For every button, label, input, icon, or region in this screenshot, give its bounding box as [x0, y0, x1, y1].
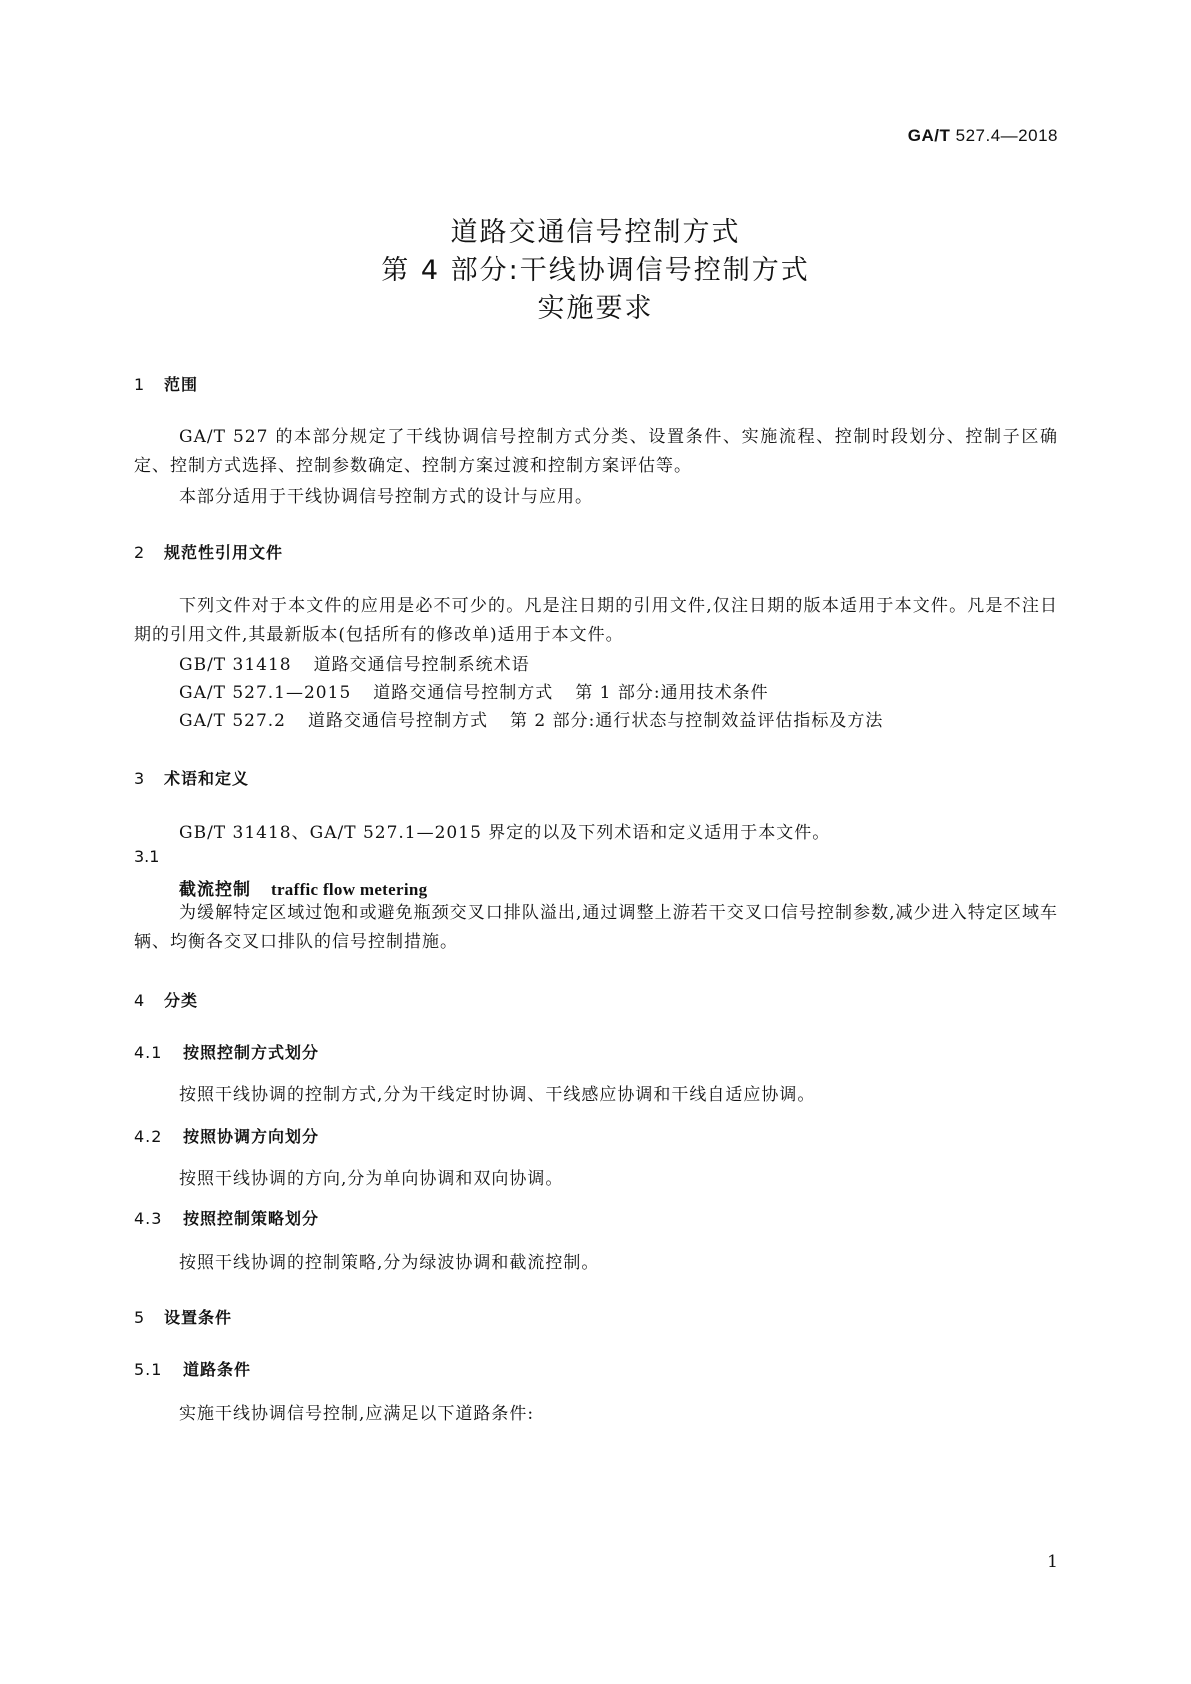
reference-item — [179, 678, 769, 703]
reference-title: 道路交通信号控制方式 — [373, 683, 554, 703]
section-3-paragraph-1: GB/T 31418、GA/T 527.1—2015 界定的以及下列术语和定义适用于本文件。 — [179, 823, 831, 843]
subsection-number: 4.2 — [134, 1127, 163, 1146]
section-5-heading — [134, 1305, 232, 1328]
subsection-number: 5.1 — [134, 1360, 163, 1379]
document-code — [838, 126, 1058, 146]
term-chinese: 截流控制 — [179, 880, 251, 900]
subsection-title: 按照协调方向划分 — [183, 1127, 320, 1146]
reference-part: 第 1 部分:通用技术条件 — [575, 683, 769, 703]
subsection-4-1-text: 按照干线协调的控制方式,分为干线定时协调、干线感应协调和干线自适应协调。 — [179, 1085, 816, 1105]
term-english: traffic flow metering — [271, 880, 428, 899]
section-4-title: 分类 — [164, 991, 199, 1010]
section-3-number: 3 — [134, 769, 146, 788]
section-1-paragraph-2: 本部分适用于干线协调信号控制方式的设计与应用。 — [179, 487, 593, 507]
section-2-paragraph-1: 下列文件对于本文件的应用是必不可少的。凡是注日期的引用文件,仅注日期的版本适用于本文件。凡是不注日期的引用文件,其最新版本(包括所有的修改单)适用于本文件。 — [134, 596, 1058, 645]
subsection-4-2-heading — [134, 1124, 319, 1147]
subsection-4-3-heading — [134, 1206, 319, 1229]
term-number: 3.1 — [134, 847, 160, 866]
section-2-heading — [134, 540, 283, 563]
section-1-number: 1 — [134, 375, 146, 394]
reference-part: 第 2 部分:通行状态与控制效益评估指标及方法 — [510, 711, 884, 731]
section-3-heading — [134, 766, 249, 789]
reference-item — [179, 706, 883, 731]
section-3-title: 术语和定义 — [164, 769, 250, 788]
section-5-title: 设置条件 — [164, 1308, 233, 1327]
section-2-title: 规范性引用文件 — [164, 543, 284, 562]
subsection-number: 4.3 — [134, 1209, 163, 1228]
subsection-4-3-text: 按照干线协调的控制策略,分为绿波协调和截流控制。 — [179, 1253, 600, 1273]
document-code-number: 527.4—2018 — [955, 126, 1058, 145]
subsection-title: 按照控制方式划分 — [183, 1043, 320, 1062]
subsection-title: 按照控制策略划分 — [183, 1209, 320, 1228]
subsection-5-1-text: 实施干线协调信号控制,应满足以下道路条件: — [179, 1404, 535, 1424]
title-line-2: 第 4 部分:干线协调信号控制方式 — [381, 255, 810, 286]
subsection-4-1-heading — [134, 1040, 319, 1063]
page-number: 1 — [1047, 1552, 1058, 1572]
subsection-title: 道路条件 — [183, 1360, 252, 1379]
subsection-number: 4.1 — [134, 1043, 163, 1062]
subsection-4-2-text: 按照干线协调的方向,分为单向协调和双向协调。 — [179, 1169, 564, 1189]
reference-title: 道路交通信号控制方式 — [308, 711, 488, 731]
title-line-3: 实施要求 — [537, 293, 654, 324]
section-4-number: 4 — [134, 991, 146, 1010]
section-4-heading — [134, 988, 198, 1011]
term-definition: 为缓解特定区域过饱和或避免瓶颈交叉口排队溢出,通过调整上游若干交叉口信号控制参数,减少进入特定区域车辆、均衡各交叉口排队的信号控制措施。 — [134, 903, 1058, 952]
section-1-title: 范围 — [164, 375, 199, 394]
reference-code: GA/T 527.1—2015 — [179, 683, 352, 703]
subsection-5-1-heading — [134, 1357, 251, 1380]
reference-title: 道路交通信号控制系统术语 — [313, 655, 530, 675]
title-line-1: 道路交通信号控制方式 — [450, 217, 741, 248]
section-5-number: 5 — [134, 1308, 146, 1327]
reference-code: GA/T 527.2 — [179, 711, 286, 731]
section-1-heading — [134, 372, 198, 395]
document-code-prefix: GA/T — [907, 126, 951, 145]
term-heading — [179, 875, 427, 900]
reference-item — [179, 650, 530, 675]
section-2-number: 2 — [134, 543, 146, 562]
section-1-paragraph-1: GA/T 527 的本部分规定了干线协调信号控制方式分类、设置条件、实施流程、控制时段划分、控制子区确定、控制方式选择、控制参数确定、控制方案过渡和控制方案评估等。 — [134, 427, 1058, 476]
reference-code: GB/T 31418 — [179, 655, 292, 675]
